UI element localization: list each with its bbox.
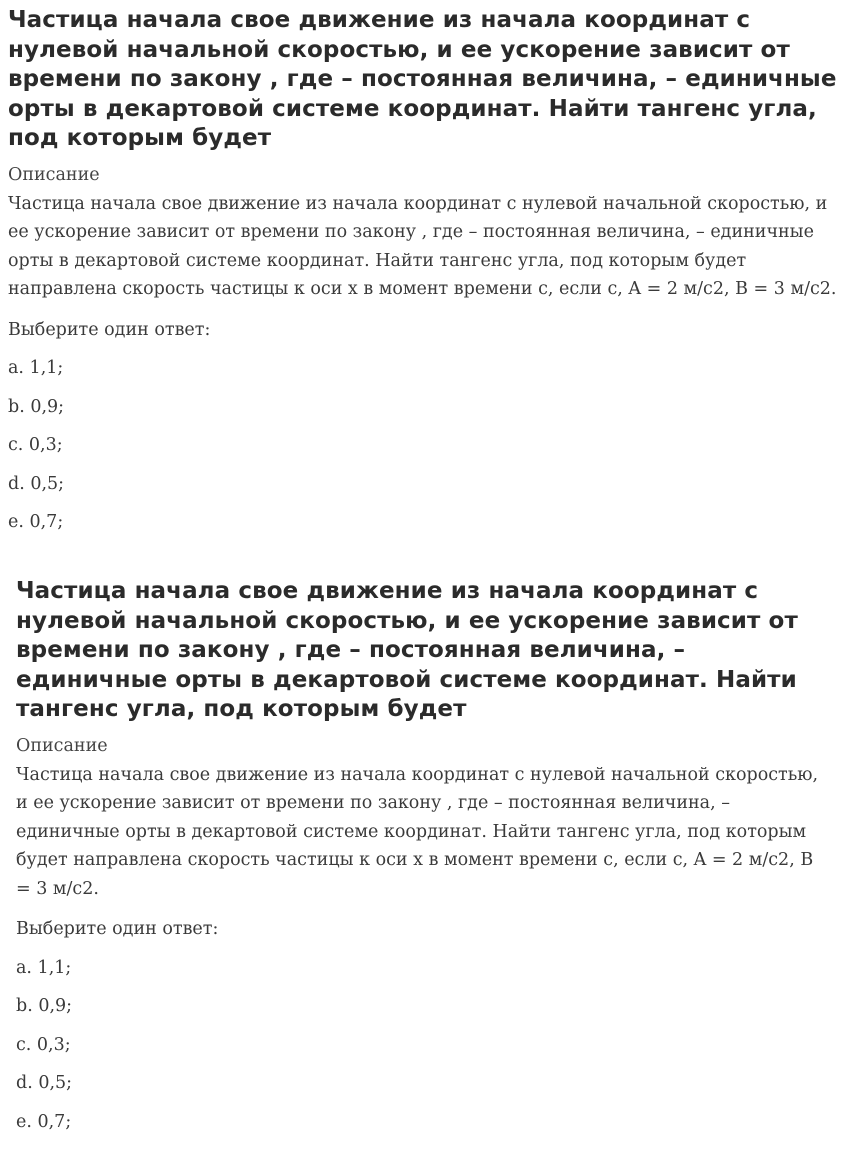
answer-option-a[interactable]: a. 1,1; <box>16 957 72 978</box>
description-label: Описание <box>16 735 108 756</box>
answer-option-e[interactable]: e. 0,7; <box>16 1111 72 1132</box>
answer-prompt: Выберите один ответ: <box>8 319 211 340</box>
question-title: Частица начала свое движение из начала координат с нулевой начальной скоростью, и ее ускорение зависит от времени по закону , где – постоянная величина, – единичные орты в декартовой системе координат. Найти тангенс угла, под которым будет <box>8 7 837 151</box>
answer-option-e[interactable]: e. 0,7; <box>8 512 64 532</box>
description-label: Описание <box>8 164 100 185</box>
answer-prompt: Выберите один ответ: <box>16 919 219 939</box>
answer-options <box>8 341 838 534</box>
question-title: Частица начала свое движение из начала координат с нулевой начальной скоростью, и ее ускорение зависит от времени по закону , где – постоянная величина, – единичные орты в декартовой системе координат. Найти тангенс угла, под которым будет <box>16 578 798 722</box>
answer-options <box>16 940 831 1133</box>
answer-option-c[interactable]: c. 0,3; <box>16 1034 71 1055</box>
description-text: Частица начала свое движение из начала координат с нулевой начальной скоростью, и ее ускорение зависит от времени по закону , где – постоянная величина, – единичные орты в декартовой системе координат. Найти тангенс угла, под которым будет направлена скорость частицы к оси x в момент времени с, если с, A = 2 м/с2, B = 3 м/с2. <box>16 764 819 899</box>
answer-option-d[interactable]: d. 0,5; <box>8 473 65 494</box>
answer-option-c[interactable]: c. 0,3; <box>8 435 63 455</box>
question-block-2 <box>16 577 831 1133</box>
description-text: Частица начала свое движение из начала координат с нулевой начальной скоростью, и ее ускорение зависит от времени по закону , где – постоянная величина, – единичные орты в декартовой системе координат. Найти тангенс угла, под которым будет направлена скорость частицы к оси x в момент времени с, если с, A = 2 м/с2, B = 3 м/с2. <box>8 193 837 299</box>
answer-option-a[interactable]: a. 1,1; <box>8 358 64 378</box>
question-block-1 <box>8 6 838 533</box>
answer-option-b[interactable]: b. 0,9; <box>16 996 73 1016</box>
answer-option-b[interactable]: b. 0,9; <box>8 396 65 417</box>
answer-option-d[interactable]: d. 0,5; <box>16 1073 73 1093</box>
